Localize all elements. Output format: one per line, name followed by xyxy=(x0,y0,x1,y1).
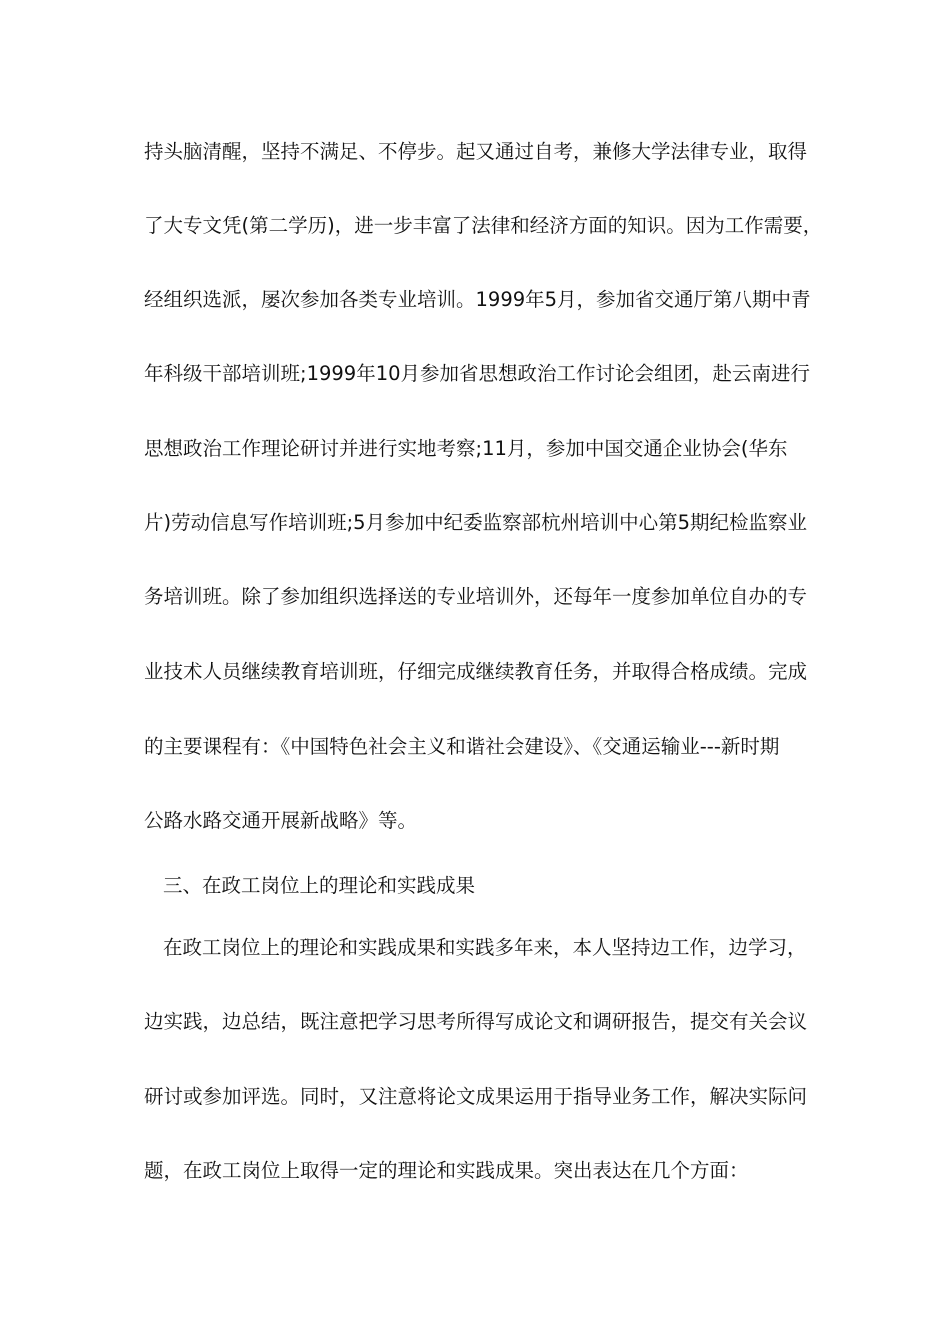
paragraph-line: 公路水路交通开展新战略》等。 xyxy=(144,809,418,832)
paragraph-line: 题，在政工岗位上取得一定的理论和实践成果。突出表达在几个方面： xyxy=(144,1159,749,1182)
paragraph-line: 研讨或参加评选。同时，又注意将论文成果运用于指导业务工作，解决实际问 xyxy=(144,1085,808,1108)
paragraph-line: 年科级干部培训班;1999年10月参加省思想政治工作讨论会组团，赴云南进行 xyxy=(144,362,811,385)
paragraph-line: 了大专文凭(第二学历)，进一步丰富了法律和经济方面的知识。因为工作需要， xyxy=(144,214,823,237)
section-heading: 三、在政工岗位上的理论和实践成果 xyxy=(163,874,476,897)
paragraph-line: 持头脑清醒，坚持不满足、不停步。起又通过自考，兼修大学法律专业，取得 xyxy=(144,140,808,163)
paragraph-line: 业技术人员继续教育培训班，仔细完成继续教育任务，并取得合格成绩。完成 xyxy=(144,660,808,683)
paragraph-line: 的主要课程有：《中国特色社会主义和谐社会建设》、《交通运输业---新时期 xyxy=(144,735,780,758)
paragraph-line: 思想政治工作理论研讨并进行实地考察;11月，参加中国交通企业协会(华东 xyxy=(144,437,788,460)
paragraph-line: 务培训班。除了参加组织选择送的专业培训外，还每年一度参加单位自办的专 xyxy=(144,585,808,608)
paragraph-line: 边实践，边总结，既注意把学习思考所得写成论文和调研报告，提交有关会议 xyxy=(144,1010,808,1033)
paragraph-line: 经组织选派，屡次参加各类专业培训。1999年5月，参加省交通厅第八期中青 xyxy=(144,288,811,311)
paragraph-first-line: 在政工岗位上的理论和实践成果和实践多年来，本人坚持边工作，边学习， xyxy=(163,936,807,959)
paragraph-line: 片)劳动信息写作培训班;5月参加中纪委监察部杭州培训中心第5期纪检监察业 xyxy=(144,511,807,534)
